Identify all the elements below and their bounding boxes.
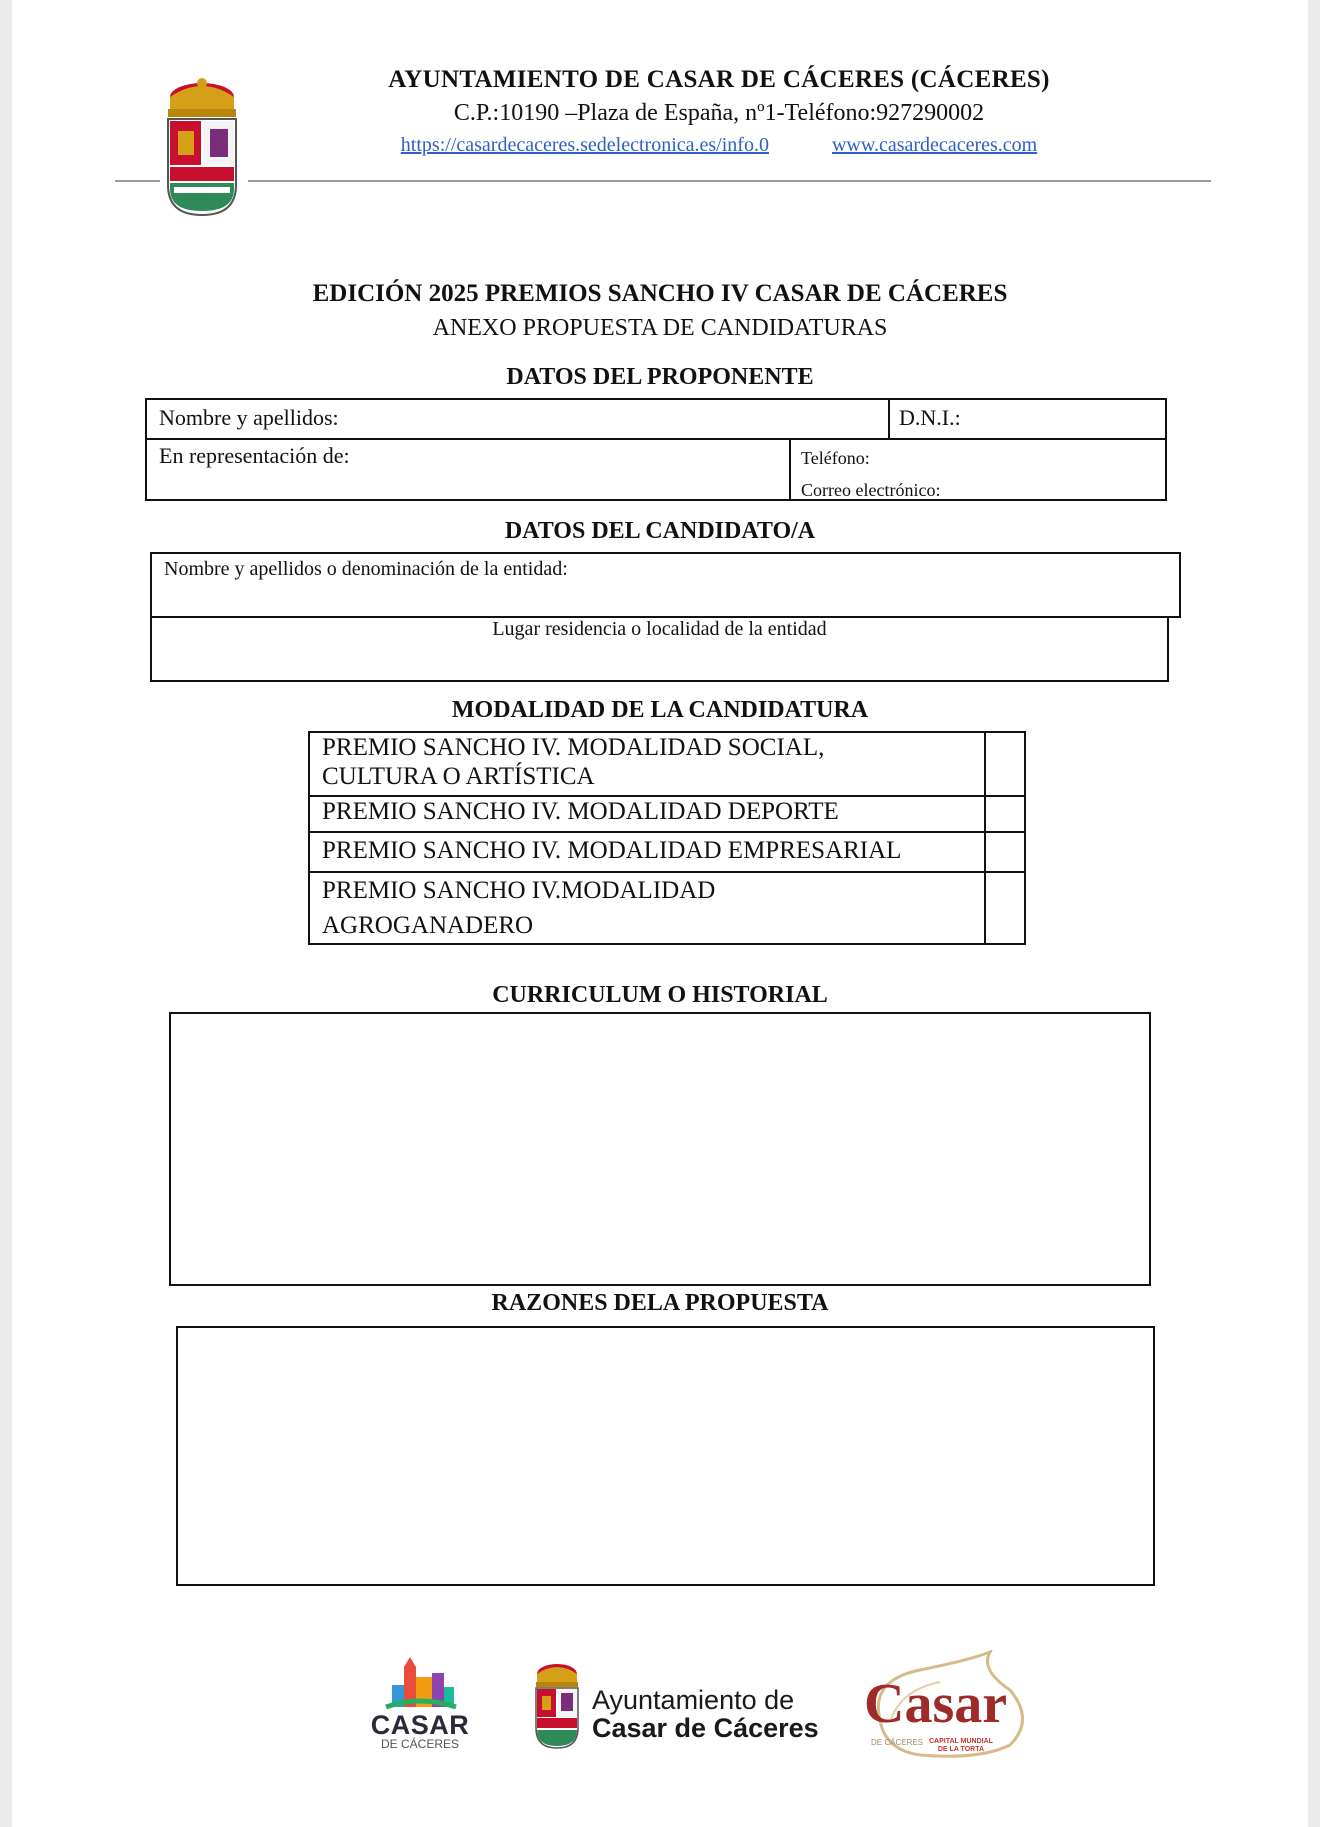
modalidad-row — [309, 832, 1025, 872]
header-rule-right — [248, 180, 1211, 182]
modalidad-option-label — [309, 872, 985, 944]
torta-logo-tagline — [929, 1738, 993, 1754]
candidato-residence-label: Lugar residencia o localidad de la entidad — [492, 618, 827, 640]
modalidad-option-label — [309, 796, 985, 832]
modalidad-option-line: PREMIO SANCHO IV. MODALIDAD EMPRESARIAL — [322, 837, 902, 864]
candidato-heading: DATOS DEL CANDIDATO/A — [504, 518, 816, 544]
letterhead — [244, 66, 1194, 157]
torta-logo-tagline-line1: CAPITAL MUNDIAL — [929, 1738, 993, 1745]
ayuntamiento-logo-line2: Casar de Cáceres — [592, 1713, 819, 1743]
sede-link[interactable]: https://casardecaceres.sedelectronica.es/info.0 — [400, 134, 769, 156]
website-link[interactable]: www.casardecaceres.com — [831, 134, 1038, 156]
modalidad-option-label — [309, 732, 985, 796]
coat-of-arms-icon — [162, 75, 242, 221]
header-rule-left — [115, 180, 160, 182]
modalidad-checkbox-agroganadero[interactable] — [985, 872, 1025, 944]
proponente-email-label: Correo electrónico: — [801, 480, 941, 500]
candidato-name-field[interactable] — [150, 552, 1181, 618]
casar-tourism-logo-text — [370, 1712, 470, 1751]
organization-name: AYUNTAMIENTO DE CASAR DE CÁCERES (CÁCERES) — [388, 66, 1050, 93]
proponente-name-label: Nombre y apellidos: — [159, 405, 339, 430]
proponente-heading: DATOS DEL PROPONENTE — [506, 364, 814, 390]
modalidad-heading: MODALIDAD DE LA CANDIDATURA — [451, 697, 869, 723]
casar-logo-main-text: CASAR — [370, 1710, 470, 1740]
casar-logo-sub-text: DE CÁCERES — [380, 1737, 460, 1751]
document-subtitle: ANEXO PROPUESTA DE CANDIDATURAS — [432, 315, 888, 341]
proponente-phone-label: Teléfono: — [801, 448, 870, 468]
modalidad-checkbox-social[interactable] — [985, 732, 1025, 796]
modalidad-option-line: PREMIO SANCHO IV.MODALIDAD — [322, 877, 716, 904]
proponente-col-divider-1 — [888, 400, 890, 438]
modalidad-row — [309, 796, 1025, 832]
curriculum-heading: CURRICULUM O HISTORIAL — [492, 982, 828, 1008]
modalidad-table — [308, 731, 1026, 945]
candidato-residence-field[interactable] — [150, 616, 1169, 682]
modalidad-row — [309, 872, 1025, 944]
torta-logo-subtitle: DE CÁCERES — [871, 1738, 924, 1747]
modalidad-option-label — [309, 832, 985, 872]
ayuntamiento-logo-line1: Ayuntamiento de — [592, 1685, 795, 1715]
torta-logo-tagline-line2: DE LA TORTA — [937, 1746, 985, 1753]
razones-field[interactable] — [176, 1326, 1155, 1586]
modalidad-checkbox-deporte[interactable] — [985, 796, 1025, 832]
torta-logo-word: Casar — [864, 1673, 1008, 1735]
organization-links — [244, 134, 1194, 157]
curriculum-field[interactable] — [169, 1012, 1151, 1286]
candidato-name-label: Nombre y apellidos o denominación de la entidad: — [164, 558, 568, 580]
modalidad-option-line: PREMIO SANCHO IV. MODALIDAD DEPORTE — [322, 798, 839, 825]
modalidad-row — [309, 732, 1025, 796]
ayuntamiento-logo-text — [592, 1686, 819, 1742]
razones-heading: RAZONES DELA PROPUESTA — [491, 1290, 829, 1316]
proponente-representation-label: En representación de: — [159, 443, 350, 468]
document-title: EDICIÓN 2025 PREMIOS SANCHO IV CASAR DE CÁCERES — [312, 280, 1008, 307]
proponente-col-divider-2 — [789, 438, 791, 499]
proponente-row-divider — [147, 438, 1165, 440]
ayuntamiento-crest-icon — [532, 1660, 582, 1752]
document-page — [12, 0, 1308, 1827]
proponente-dni-label: D.N.I.: — [899, 405, 961, 430]
modalidad-option-line: CULTURA O ARTÍSTICA — [322, 763, 595, 790]
modalidad-checkbox-empresarial[interactable] — [985, 832, 1025, 872]
proponente-table — [145, 398, 1167, 501]
modalidad-option-line: PREMIO SANCHO IV. MODALIDAD SOCIAL, — [322, 734, 825, 761]
organization-address: C.P.:10190 –Plaza de España, nº1-Teléfono:927290002 — [453, 100, 985, 126]
modalidad-option-line: AGROGANADERO — [322, 912, 534, 939]
